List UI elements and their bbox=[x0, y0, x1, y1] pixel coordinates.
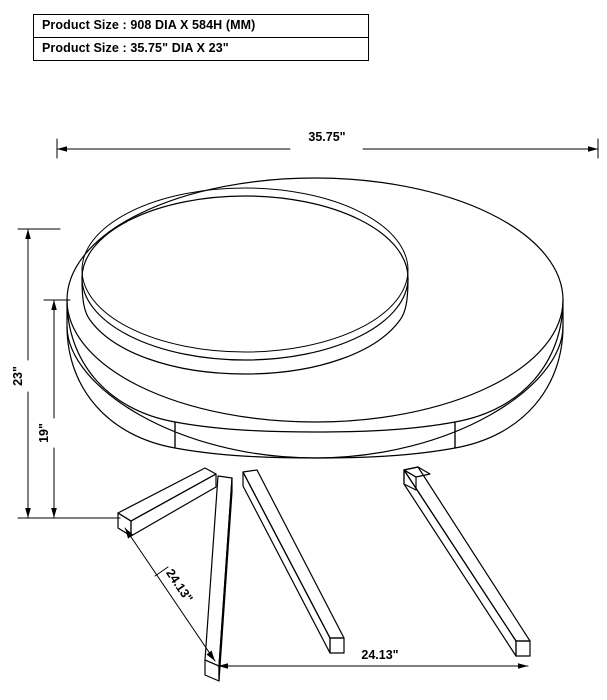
table-top-edge bbox=[67, 300, 563, 458]
dimension-base-depth bbox=[125, 528, 215, 661]
dimension-label-overall-height: 23" bbox=[11, 366, 25, 386]
dimension-base-width bbox=[218, 663, 528, 669]
dimension-lower-height bbox=[44, 300, 120, 518]
product-size-imperial: Product Size : 35.75" DIA X 23" bbox=[34, 38, 369, 61]
table-top-inset-panel bbox=[82, 188, 408, 374]
dimension-label-base-width: 24.13" bbox=[361, 648, 399, 662]
dimension-label-top-width: 35.75" bbox=[308, 130, 346, 144]
dimension-label-lower-height: 19" bbox=[37, 423, 51, 443]
product-size-metric: Product Size : 908 DIA X 584H (MM) bbox=[34, 15, 369, 38]
dimension-overall-height bbox=[18, 229, 120, 518]
dimension-label-base-depth: 24.13" bbox=[163, 566, 196, 606]
